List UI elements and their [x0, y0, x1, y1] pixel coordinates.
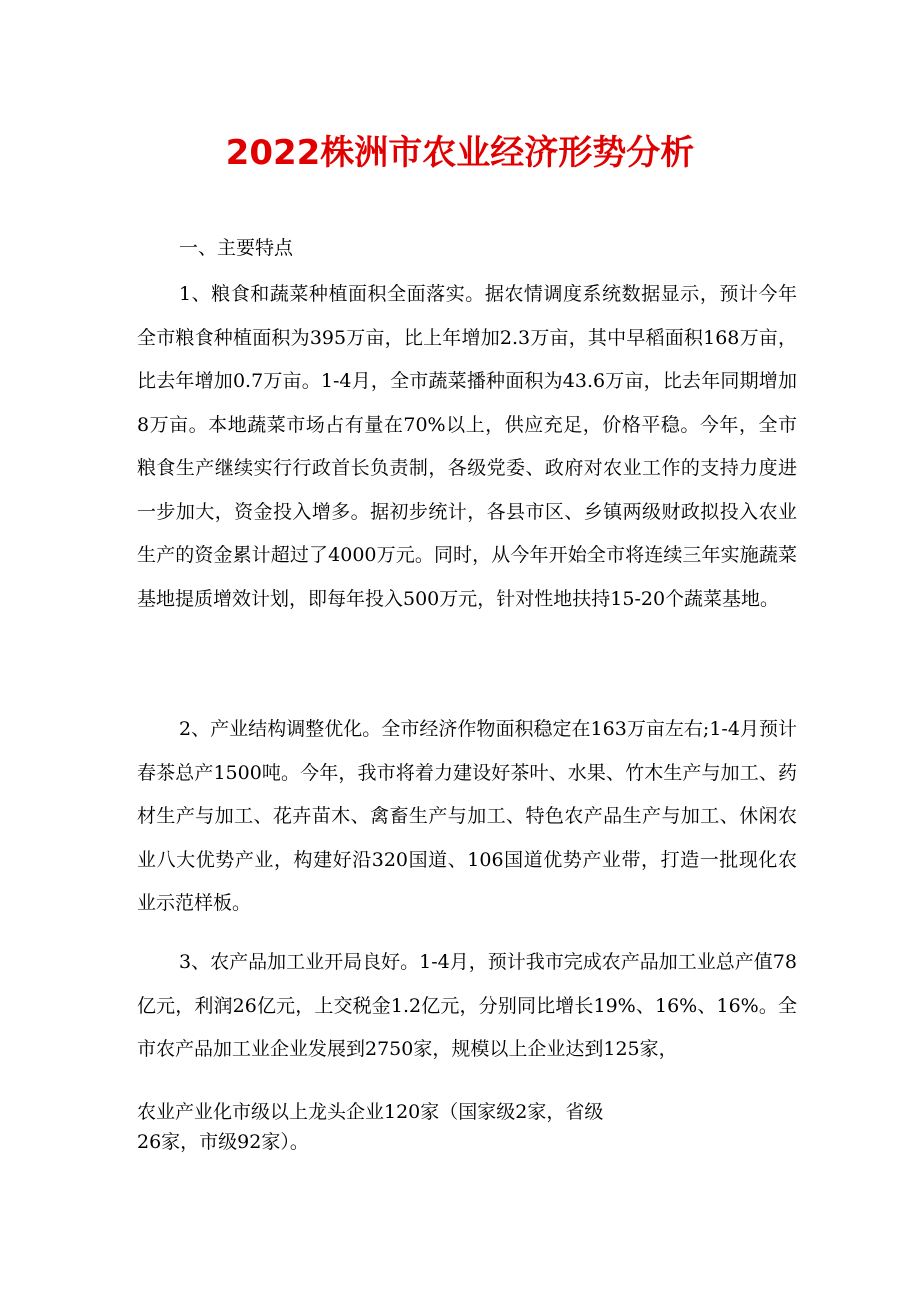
paragraph-tail-line-2: 26家，市级92家）。	[137, 1131, 309, 1153]
paragraph-text: 3、农产品加工业开局良好。1-4月，预计我市完成农产品加工业总产值78亿元，利润26亿元，上交税金1.2亿元，分别同比增长19%、16%、16%。全市农产品加工业企业发展到2750家，规模以上企业达到125家，	[137, 951, 797, 1060]
paragraph-grain-vegetables	[137, 273, 797, 621]
paragraph-text: 1、粮食和蔬菜种植面积全面落实。据农情调度系统数据显示，预计今年全市粮食种植面积为395万亩，比上年增加2.3万亩，其中早稻面积168万亩，比去年增加0.7万亩。1-4月，全市蔬菜播种面积为43.6万亩，比去年同期增加8万亩。本地蔬菜市场占有量在70%以上，供应充足，价格平稳。今年，全市粮食生产继续实行行政首长负责制，各级党委、政府对农业工作的支持力度进一步加大，资金投入增多。据初步统计，各县市区、乡镇两级财政拟投入农业生产的资金累计超过了4000万元。同时，从今年开始全市将连续三年实施蔬菜基地提质增效计划，即每年投入500万元，针对性地扶持15-20个蔬菜基地。	[137, 283, 797, 610]
paragraph-industry-structure	[137, 708, 797, 926]
section-heading: 一、主要特点	[179, 237, 294, 259]
paragraph-processing-industry	[137, 941, 797, 1072]
document-title: 2022株洲市农业经济形势分析	[225, 133, 695, 173]
paragraph-tail-line-1: 农业产业化市级以上龙头企业120家（国家级2家，省级	[137, 1101, 604, 1123]
paragraph-text: 2、产业结构调整优化。全市经济作物面积稳定在163万亩左右;1-4月预计春茶总产1500吨。今年，我市将着力建设好茶叶、水果、竹木生产与加工、药材生产与加工、花卉苗木、禽畜生产与加工、特色农产品生产与加工、休闲农业八大优势产业，构建好沿320国道、106国道优势产业带，打造一批现化农业示范样板。	[137, 718, 797, 914]
